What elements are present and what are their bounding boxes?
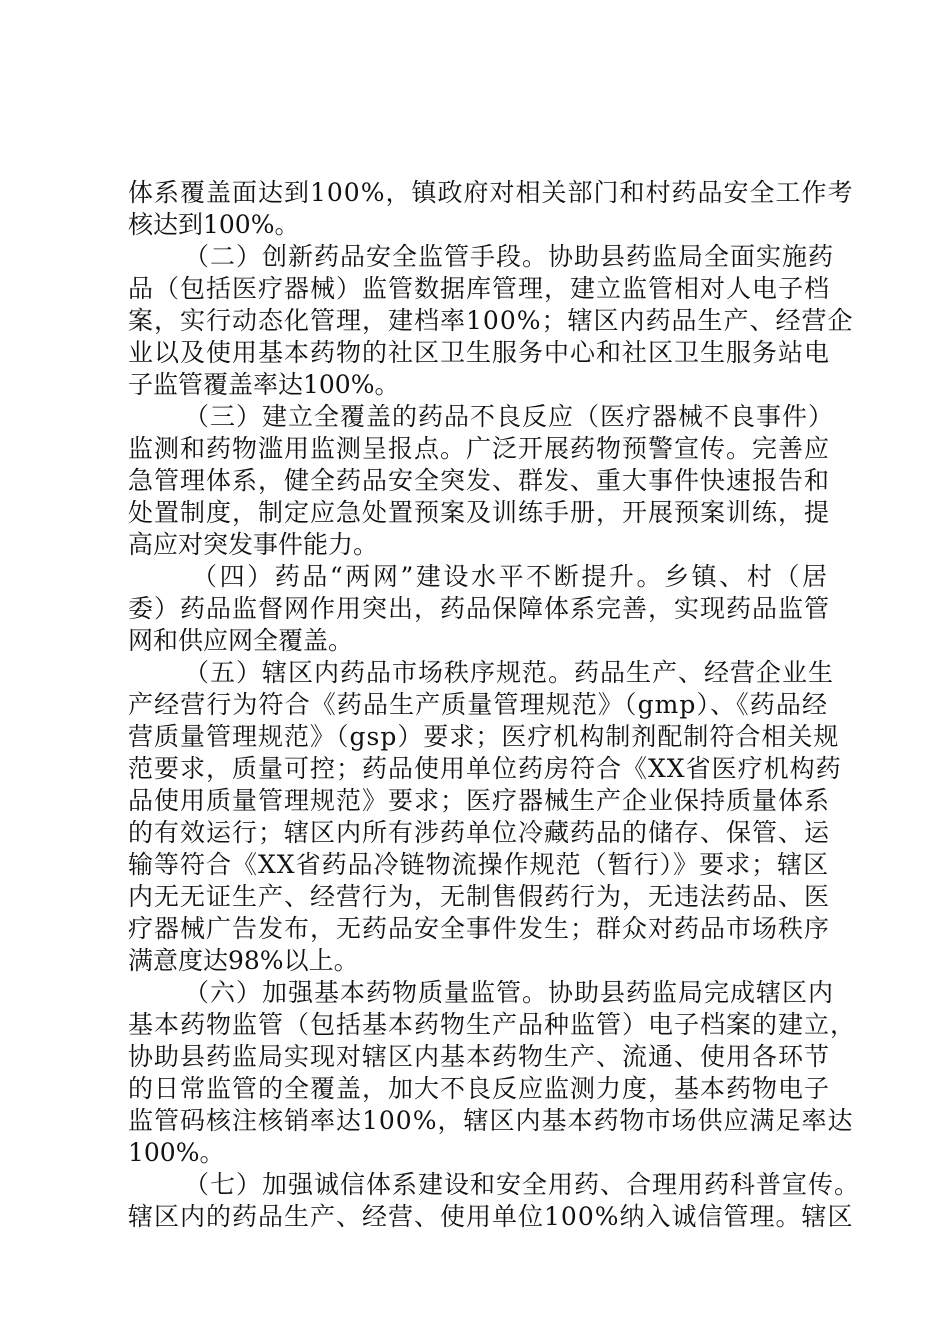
text-line: 输等符合《XX省药品冷链物流操作规范（暂行）》要求；辖区 bbox=[128, 850, 830, 879]
text-line: 的有效运行；辖区内所有涉药单位冷藏药品的储存、保管、运 bbox=[128, 818, 831, 847]
paragraph-heading: （四）药品“两网”建设水平不断提升。乡镇、村（居 bbox=[192, 562, 828, 591]
paragraph-heading: （二）创新药品安全监管手段。协助县药监局全面实施药 bbox=[184, 242, 835, 271]
text-line: 辖区内的药品生产、经营、使用单位100%纳入诚信管理。辖区 bbox=[128, 1202, 854, 1231]
text-line: 业以及使用基本药物的社区卫生服务中心和社区卫生服务站电 bbox=[128, 338, 831, 367]
paragraph-heading: （七）加强诚信体系建设和安全用药、合理用药科普宣传。 bbox=[184, 1170, 861, 1199]
text-line: 协助县药监局实现对辖区内基本药物生产、流通、使用各环节 bbox=[128, 1042, 831, 1071]
text-line: 网和供应网全覆盖。 bbox=[128, 626, 354, 655]
text-line: 疗器械广告发布，无药品安全事件发生；群众对药品市场秩序 bbox=[128, 914, 831, 943]
text-line: 品使用质量管理规范》要求；医疗器械生产企业保持质量体系 bbox=[128, 786, 831, 815]
text-line: 100%。 bbox=[128, 1138, 225, 1167]
text-line: 案，实行动态化管理，建档率100%；辖区内药品生产、经营企 bbox=[128, 306, 854, 335]
text-line: 范要求，质量可控；药品使用单位药房符合《XX省医疗机构药 bbox=[128, 754, 842, 783]
text-line: 营质量管理规范》（gsp）要求；医疗机构制剂配制符合相关规 bbox=[128, 722, 840, 751]
text-line: 监测和药物滥用监测呈报点。广泛开展药物预警宣传。完善应 bbox=[128, 434, 831, 463]
text-line: 产经营行为符合《药品生产质量管理规范》（gmp）、《药品经 bbox=[128, 690, 828, 719]
text-line: 子监管覆盖率达100%。 bbox=[128, 370, 400, 399]
text-line: 满意度达98%以上。 bbox=[128, 946, 359, 975]
paragraph-heading: （五）辖区内药品市场秩序规范。药品生产、经营企业生 bbox=[184, 658, 835, 687]
text-line: 处置制度，制定应急处置预案及训练手册，开展预案训练，提 bbox=[128, 498, 831, 527]
text-line: 的日常监管的全覆盖，加大不良反应监测力度，基本药物电子 bbox=[128, 1074, 831, 1103]
text-line: 监管码核注核销率达100%，辖区内基本药物市场供应满足率达 bbox=[128, 1106, 854, 1135]
text-line: 基本药物监管（包括基本药物生产品种监管）电子档案的建立， bbox=[128, 1010, 857, 1039]
text-line: 核达到100%。 bbox=[128, 210, 300, 239]
text-line: 品（包括医疗器械）监管数据库管理，建立监管相对人电子档 bbox=[128, 274, 831, 303]
paragraph-heading: （六）加强基本药物质量监管。协助县药监局完成辖区内 bbox=[184, 978, 835, 1007]
paragraph-heading: （三）建立全覆盖的药品不良反应（医疗器械不良事件） bbox=[184, 402, 835, 431]
text-line: 委）药品监督网作用突出，药品保障体系完善，实现药品监管 bbox=[128, 594, 831, 623]
text-line: 体系覆盖面达到100%，镇政府对相关部门和村药品安全工作考 bbox=[128, 178, 854, 207]
text-line: 内无无证生产、经营行为，无制售假药行为，无违法药品、医 bbox=[128, 882, 831, 911]
text-line: 急管理体系，健全药品安全突发、群发、重大事件快速报告和 bbox=[128, 466, 831, 495]
text-line: 高应对突发事件能力。 bbox=[128, 530, 379, 559]
